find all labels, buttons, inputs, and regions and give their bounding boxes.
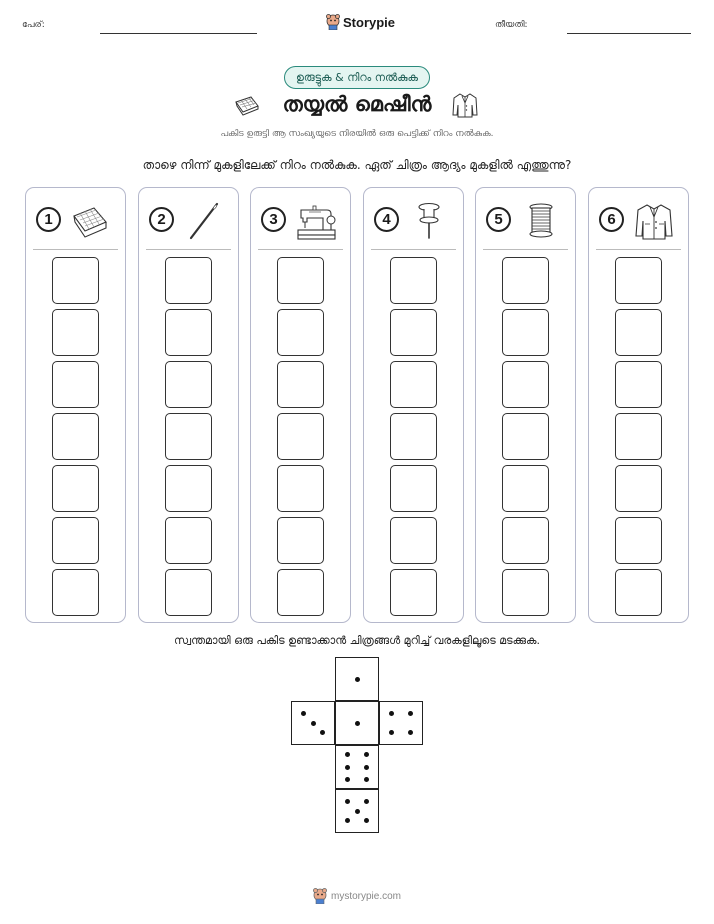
name-field[interactable] bbox=[100, 33, 257, 34]
color-box[interactable] bbox=[502, 309, 549, 356]
storypie-bear-icon bbox=[313, 888, 327, 904]
color-box[interactable] bbox=[165, 257, 212, 304]
color-box[interactable] bbox=[502, 413, 549, 460]
date-label: തീയതി: bbox=[495, 20, 528, 30]
die-face-4 bbox=[379, 701, 423, 745]
column-4 bbox=[363, 187, 464, 623]
color-box[interactable] bbox=[390, 309, 437, 356]
color-box[interactable] bbox=[165, 569, 212, 616]
color-box[interactable] bbox=[277, 257, 324, 304]
column-divider bbox=[371, 249, 456, 250]
column-number: 2 bbox=[149, 207, 174, 232]
die-pip bbox=[345, 818, 350, 823]
column-number: 5 bbox=[486, 207, 511, 232]
color-box[interactable] bbox=[615, 517, 662, 564]
die-pip bbox=[311, 721, 316, 726]
column-number: 6 bbox=[599, 207, 624, 232]
color-box[interactable] bbox=[502, 465, 549, 512]
color-box[interactable] bbox=[277, 309, 324, 356]
color-box[interactable] bbox=[52, 569, 99, 616]
die-pip bbox=[345, 765, 350, 770]
color-box[interactable] bbox=[390, 569, 437, 616]
name-label: പേര്: bbox=[22, 20, 45, 30]
jacket-icon bbox=[451, 91, 479, 119]
die-face-6 bbox=[335, 745, 379, 789]
color-box[interactable] bbox=[390, 361, 437, 408]
column-number: 1 bbox=[36, 207, 61, 232]
color-box[interactable] bbox=[52, 309, 99, 356]
column-number: 4 bbox=[374, 207, 399, 232]
activity-badge: ഉരുട്ടുക & നിറം നൽകുക bbox=[284, 66, 430, 89]
storypie-bear-icon bbox=[326, 14, 340, 30]
color-box[interactable] bbox=[52, 361, 99, 408]
column-number: 3 bbox=[261, 207, 286, 232]
color-box[interactable] bbox=[615, 413, 662, 460]
column-2 bbox=[138, 187, 239, 623]
color-box[interactable] bbox=[277, 569, 324, 616]
column-6 bbox=[588, 187, 689, 623]
color-box[interactable] bbox=[52, 257, 99, 304]
die-pip bbox=[320, 730, 325, 735]
die-pip bbox=[364, 799, 369, 804]
color-box[interactable] bbox=[277, 361, 324, 408]
column-divider bbox=[146, 249, 231, 250]
die-pip bbox=[408, 711, 413, 716]
die-pip bbox=[364, 765, 369, 770]
page-title: തയ്യൽ മെഷീൻ bbox=[282, 92, 432, 116]
die-face-3 bbox=[291, 701, 335, 745]
column-3 bbox=[250, 187, 351, 623]
color-box[interactable] bbox=[502, 361, 549, 408]
brand-name: Storypie bbox=[343, 14, 396, 30]
die-pip bbox=[345, 777, 350, 782]
color-box[interactable] bbox=[615, 569, 662, 616]
column-divider bbox=[483, 249, 568, 250]
color-box[interactable] bbox=[52, 413, 99, 460]
die-pip bbox=[345, 799, 350, 804]
color-box[interactable] bbox=[277, 413, 324, 460]
color-box[interactable] bbox=[165, 361, 212, 408]
color-box[interactable] bbox=[615, 465, 662, 512]
color-box[interactable] bbox=[165, 309, 212, 356]
brand-logo bbox=[326, 14, 395, 30]
color-box[interactable] bbox=[52, 465, 99, 512]
die-pip bbox=[408, 730, 413, 735]
die-pip bbox=[364, 752, 369, 757]
color-box[interactable] bbox=[165, 465, 212, 512]
color-box[interactable] bbox=[277, 517, 324, 564]
color-box[interactable] bbox=[390, 257, 437, 304]
pin-icon bbox=[408, 200, 450, 242]
die-pip bbox=[389, 730, 394, 735]
color-box[interactable] bbox=[390, 413, 437, 460]
die-pip bbox=[355, 809, 360, 814]
color-box[interactable] bbox=[277, 465, 324, 512]
color-box[interactable] bbox=[502, 257, 549, 304]
footer bbox=[0, 888, 714, 904]
color-box[interactable] bbox=[165, 517, 212, 564]
color-box[interactable] bbox=[615, 309, 662, 356]
subtitle: പകിട ഉരുട്ടി ആ സംഖ്യയുടെ നിരയിൽ ഒരു പെട്ടിക്ക് നിറം നൽകുക. bbox=[220, 129, 494, 139]
die-pip bbox=[345, 752, 350, 757]
column-divider bbox=[258, 249, 343, 250]
die-face-1 bbox=[335, 657, 379, 701]
column-1 bbox=[25, 187, 126, 623]
die-pip bbox=[355, 677, 360, 682]
color-box[interactable] bbox=[390, 465, 437, 512]
column-divider bbox=[33, 249, 118, 250]
sewing-machine-icon bbox=[295, 200, 337, 242]
die-pip bbox=[364, 818, 369, 823]
color-box[interactable] bbox=[615, 257, 662, 304]
color-box[interactable] bbox=[165, 413, 212, 460]
fabric-icon bbox=[70, 200, 112, 242]
jacket-icon bbox=[633, 200, 675, 242]
die-pip bbox=[389, 711, 394, 716]
die-face-5 bbox=[335, 789, 379, 833]
instruction: താഴെ നിന്ന് മുകളിലേക്ക് നിറം നൽകുക. ഏത് ചിത്രം ആദ്യം മുകളിൽ എത്തുന്നു? bbox=[142, 158, 572, 172]
color-box[interactable] bbox=[52, 517, 99, 564]
die-pip bbox=[355, 721, 360, 726]
color-box[interactable] bbox=[502, 517, 549, 564]
column-divider bbox=[596, 249, 681, 250]
die-face-1 bbox=[335, 701, 379, 745]
die-pip bbox=[301, 711, 306, 716]
color-box[interactable] bbox=[615, 361, 662, 408]
die-pip bbox=[364, 777, 369, 782]
thread-spool-icon bbox=[520, 200, 562, 242]
die-instruction: സ്വന്തമായി ഒരു പകിട ഉണ്ടാക്കാൻ ചിത്രങ്ങൾ മുറിച്ച് വരകളിലൂടെ മടക്കുക. bbox=[174, 634, 540, 647]
footer-url: mystorypie.com bbox=[330, 890, 401, 902]
column-5 bbox=[475, 187, 576, 623]
needle-icon bbox=[183, 200, 225, 242]
color-box[interactable] bbox=[502, 569, 549, 616]
date-field[interactable] bbox=[567, 33, 691, 34]
color-box[interactable] bbox=[390, 517, 437, 564]
